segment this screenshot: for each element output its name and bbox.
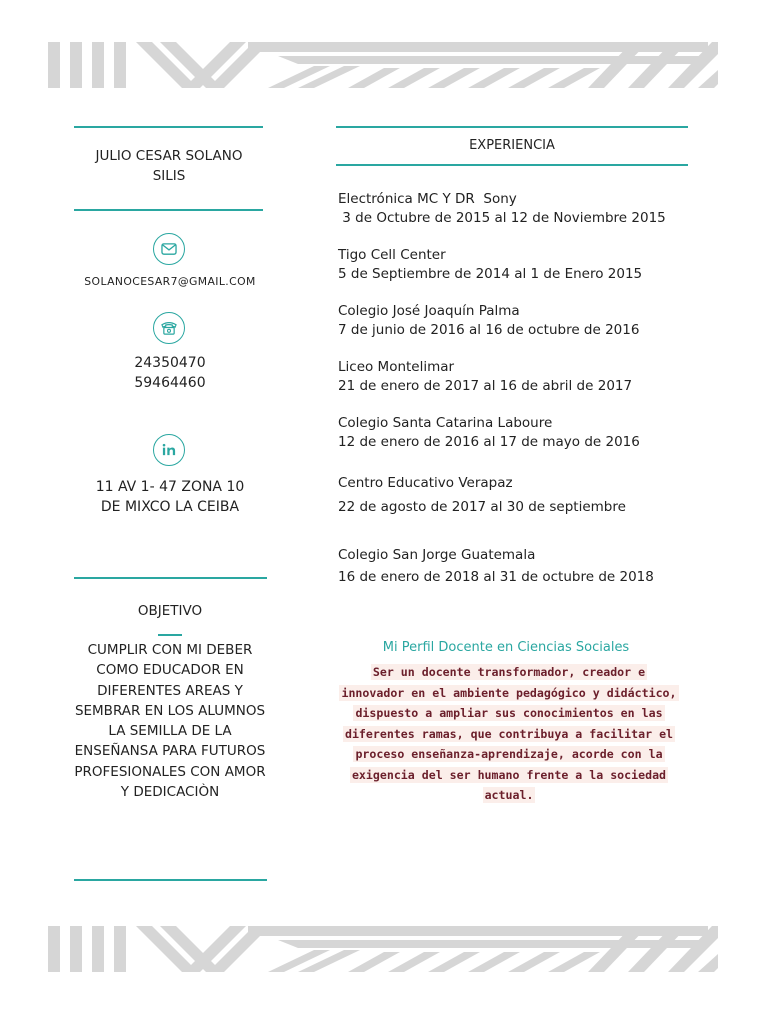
- experience-entry: [338, 246, 642, 284]
- envelope-icon: [153, 233, 185, 265]
- experience-dates: 12 de enero de 2016 al 17 de mayo de 2016: [338, 434, 640, 450]
- candidate-name: JULIO CESAR SOLANO SILIS: [95, 148, 243, 184]
- objective-heading: OBJETIVO: [137, 603, 203, 619]
- experience-place: Colegio José Joaquín Palma: [338, 303, 520, 319]
- profile-line: Ser un docente transformador, creador e: [372, 665, 646, 679]
- decorative-stripe-band-top: [48, 42, 718, 88]
- profile-text: [336, 662, 682, 806]
- phone-primary: 24350470: [134, 355, 206, 371]
- profile-line: diferentes ramas, que contribuya a facilitar el: [344, 726, 674, 741]
- left-rule-bottom: [74, 879, 267, 881]
- experience-place: Colegio Santa Catarina Laboure: [338, 415, 553, 431]
- experience-place: Colegio San Jorge Guatemala: [338, 547, 536, 563]
- profile-line: proceso enseñanza-aprendizaje, acorde con la: [355, 747, 663, 761]
- experience-dates: 22 de agosto de 2017 al 30 de septiembre: [338, 499, 626, 515]
- profile-line: actual.: [484, 788, 534, 802]
- left-rule-under-name: [74, 209, 263, 211]
- telephone-icon: [153, 312, 185, 344]
- linkedin-icon[interactable]: [153, 434, 185, 466]
- objective-heading-underline: [158, 634, 182, 636]
- experience-place: Liceo Montelimar: [338, 359, 455, 375]
- decorative-stripe-band-bottom: [48, 926, 718, 972]
- profile-line: exigencia del ser humano frente a la sociedad: [351, 767, 667, 782]
- objective-text: CUMPLIR CON MI DEBER COMO EDUCADOR EN DIFERENTES AREAS Y SEMBRAR EN LOS ALUMNOS LA SEMILLA DE LA ENSEÑANSA PARA FUTUROS PROFESIONALES CON AMOR Y DEDICACIÒN: [74, 642, 266, 801]
- experience-entry: [338, 546, 654, 587]
- experience-dates: 3 de Octubre de 2015 al 12 de Noviembre 2015: [338, 210, 666, 226]
- right-rule-under-heading: [336, 164, 688, 166]
- right-rule-top: [336, 126, 688, 128]
- experience-entry: [338, 190, 666, 228]
- experience-dates: 16 de enero de 2018 al 31 de octubre de 2018: [338, 569, 654, 585]
- left-rule-top: [74, 126, 263, 128]
- experience-dates: 5 de Septiembre de 2014 al 1 de Enero 2015: [338, 266, 643, 282]
- email-link[interactable]: SOLANOCESAR7@GMAIL.COM: [84, 275, 256, 288]
- address: 11 AV 1- 47 ZONA 10 DE MIXCO LA CEIBA: [95, 479, 245, 515]
- experience-dates: 21 de enero de 2017 al 16 de abril de 2017: [338, 378, 633, 394]
- experience-entry: [338, 358, 632, 396]
- experience-entry: [338, 474, 626, 517]
- experience-place: Centro Educativo Verapaz: [338, 475, 513, 491]
- phone-secondary: 59464460: [134, 375, 206, 391]
- experience-entry: [338, 302, 639, 340]
- profile-title: Mi Perfil Docente en Ciencias Sociales: [382, 640, 630, 655]
- experience-place: Tigo Cell Center: [338, 247, 446, 263]
- profile-line: dispuesto a ampliar sus conocimientos en las: [355, 706, 663, 720]
- experience-place: Electrónica MC Y DR Sony: [338, 191, 517, 207]
- left-rule-objective-top: [74, 577, 267, 579]
- profile-line: innovador en el ambiente pedagógico y didáctico,: [341, 685, 677, 700]
- experience-entry: [338, 414, 640, 452]
- experience-heading: EXPERIENCIA: [469, 138, 555, 153]
- experience-dates: 7 de junio de 2016 al 16 de octubre de 2016: [338, 322, 640, 338]
